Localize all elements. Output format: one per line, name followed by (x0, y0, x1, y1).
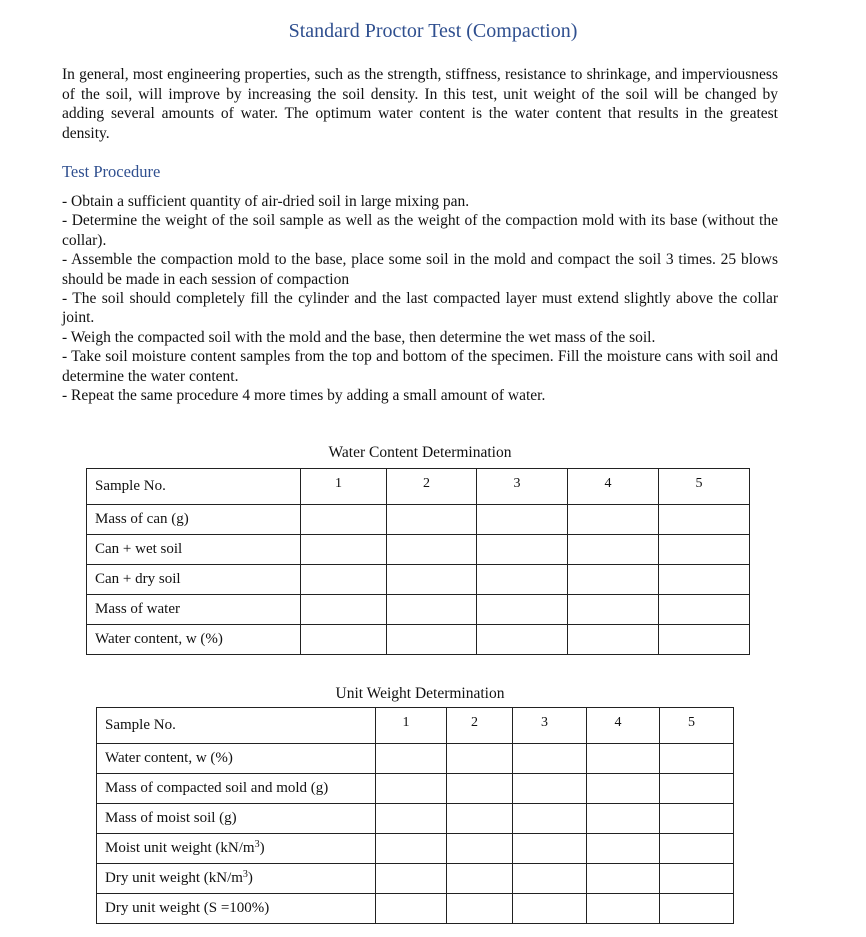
procedure-steps (62, 192, 778, 405)
blank-cell (301, 505, 387, 535)
blank-cell (447, 774, 513, 804)
blank-cell (587, 804, 660, 834)
blank-cell (587, 864, 660, 894)
blank-cell (660, 744, 734, 774)
blank-cell (513, 834, 587, 864)
blank-cell (447, 864, 513, 894)
procedure-step: - Obtain a sufficient quantity of air-dried soil in large mixing pan. (62, 193, 470, 210)
blank-cell (568, 505, 659, 535)
row-label: Water content, w (%) (87, 625, 301, 655)
blank-cell (376, 744, 447, 774)
superscript: 3 (242, 869, 248, 880)
sample-number: 3 (477, 469, 568, 505)
sample-number: 1 (301, 469, 387, 505)
sample-number: 4 (568, 469, 659, 505)
blank-cell (387, 535, 477, 565)
blank-cell (387, 625, 477, 655)
blank-cell (659, 535, 750, 565)
blank-cell (447, 804, 513, 834)
blank-cell (659, 595, 750, 625)
sample-number: 5 (660, 708, 734, 744)
blank-cell (659, 565, 750, 595)
table-header-cell: Sample No. (87, 469, 301, 505)
procedure-step: - Take soil moisture content samples from the top and bottom of the specimen. Fill the moisture cans with soil and determine the water content. (62, 348, 778, 385)
unit-weight-table (96, 707, 734, 924)
table-row (97, 894, 734, 924)
row-label-suffix: ) (247, 870, 253, 886)
blank-cell (376, 804, 447, 834)
blank-cell (376, 864, 447, 894)
blank-cell (513, 744, 587, 774)
document-title: Standard Proctor Test (Compaction) (288, 20, 578, 42)
blank-cell (376, 834, 447, 864)
blank-cell (513, 774, 587, 804)
blank-cell (587, 834, 660, 864)
intro-paragraph: In general, most engineering properties, such as the strength, stiffness, resistance to shrinkage, and imperviousness of the soil, will improve by increasing the soil density. In this test, unit weight of the soil will be changed by adding several amounts of water. The optimum water content is the water content that results in the greatest density. (62, 66, 778, 142)
blank-cell (660, 774, 734, 804)
table-row (97, 804, 734, 834)
row-label: Mass of can (g) (87, 505, 301, 535)
blank-cell (568, 535, 659, 565)
blank-cell (376, 894, 447, 924)
blank-cell (477, 625, 568, 655)
table-row (87, 469, 750, 505)
sample-number: 3 (513, 708, 587, 744)
row-label: Water content, w (%) (97, 744, 376, 774)
table-row (87, 505, 750, 535)
blank-cell (387, 565, 477, 595)
blank-cell (301, 625, 387, 655)
blank-cell (659, 505, 750, 535)
table-row (87, 595, 750, 625)
table-row (87, 535, 750, 565)
blank-cell (477, 535, 568, 565)
row-label: Mass of compacted soil and mold (g) (97, 774, 376, 804)
procedure-heading: Test Procedure (62, 162, 161, 181)
table-row (97, 774, 734, 804)
sample-number: 5 (659, 469, 750, 505)
blank-cell (447, 744, 513, 774)
row-label (97, 834, 376, 864)
procedure-step: - Assemble the compaction mold to the base, place some soil in the mold and compact the soil 3 times. 25 blows should be made in each session of compaction (62, 251, 778, 288)
blank-cell (659, 625, 750, 655)
table-header-cell: Sample No. (97, 708, 376, 744)
water-content-table (86, 468, 750, 655)
sample-number: 1 (376, 708, 447, 744)
superscript: 3 (254, 839, 260, 850)
procedure-step: - Repeat the same procedure 4 more times by adding a small amount of water. (62, 387, 546, 405)
sample-number: 4 (587, 708, 660, 744)
blank-cell (301, 565, 387, 595)
table-row (97, 744, 734, 774)
procedure-step: - Weigh the compacted soil with the mold and the base, then determine the wet mass of the soil. (62, 328, 656, 346)
table-row (87, 625, 750, 655)
blank-cell (568, 625, 659, 655)
table-row (87, 565, 750, 595)
blank-cell (587, 774, 660, 804)
row-label-text: Dry unit weight (kN/m (105, 870, 243, 886)
sample-number: 2 (387, 469, 477, 505)
row-label: Can + dry soil (87, 565, 301, 595)
row-label: Dry unit weight (S =100%) (97, 894, 376, 924)
blank-cell (447, 894, 513, 924)
blank-cell (477, 505, 568, 535)
blank-cell (477, 565, 568, 595)
row-label: Mass of water (87, 595, 301, 625)
blank-cell (387, 595, 477, 625)
blank-cell (660, 894, 734, 924)
row-label-suffix: ) (259, 840, 265, 856)
table-row (97, 834, 734, 864)
blank-cell (513, 894, 587, 924)
blank-cell (387, 505, 477, 535)
water-table-caption: Water Content Determination (328, 444, 512, 461)
blank-cell (587, 744, 660, 774)
blank-cell (660, 864, 734, 894)
table-row (97, 864, 734, 894)
procedure-step: - The soil should completely fill the cylinder and the last compacted layer must extend slightly above the collar joint. (62, 290, 778, 327)
blank-cell (660, 804, 734, 834)
blank-cell (376, 774, 447, 804)
row-label: Mass of moist soil (g) (97, 804, 376, 834)
blank-cell (587, 894, 660, 924)
blank-cell (301, 535, 387, 565)
blank-cell (301, 595, 387, 625)
row-label: Can + wet soil (87, 535, 301, 565)
blank-cell (447, 834, 513, 864)
blank-cell (513, 804, 587, 834)
sample-number: 2 (447, 708, 513, 744)
blank-cell (568, 565, 659, 595)
blank-cell (477, 595, 568, 625)
blank-cell (513, 864, 587, 894)
blank-cell (660, 834, 734, 864)
row-label-text: Moist unit weight (kN/m (105, 840, 255, 856)
row-label (97, 864, 376, 894)
unit-table-caption: Unit Weight Determination (335, 685, 505, 702)
table-row (97, 708, 734, 744)
procedure-step: - Determine the weight of the soil sample as well as the weight of the compaction mold with its base (without the collar). (62, 212, 778, 249)
blank-cell (568, 595, 659, 625)
